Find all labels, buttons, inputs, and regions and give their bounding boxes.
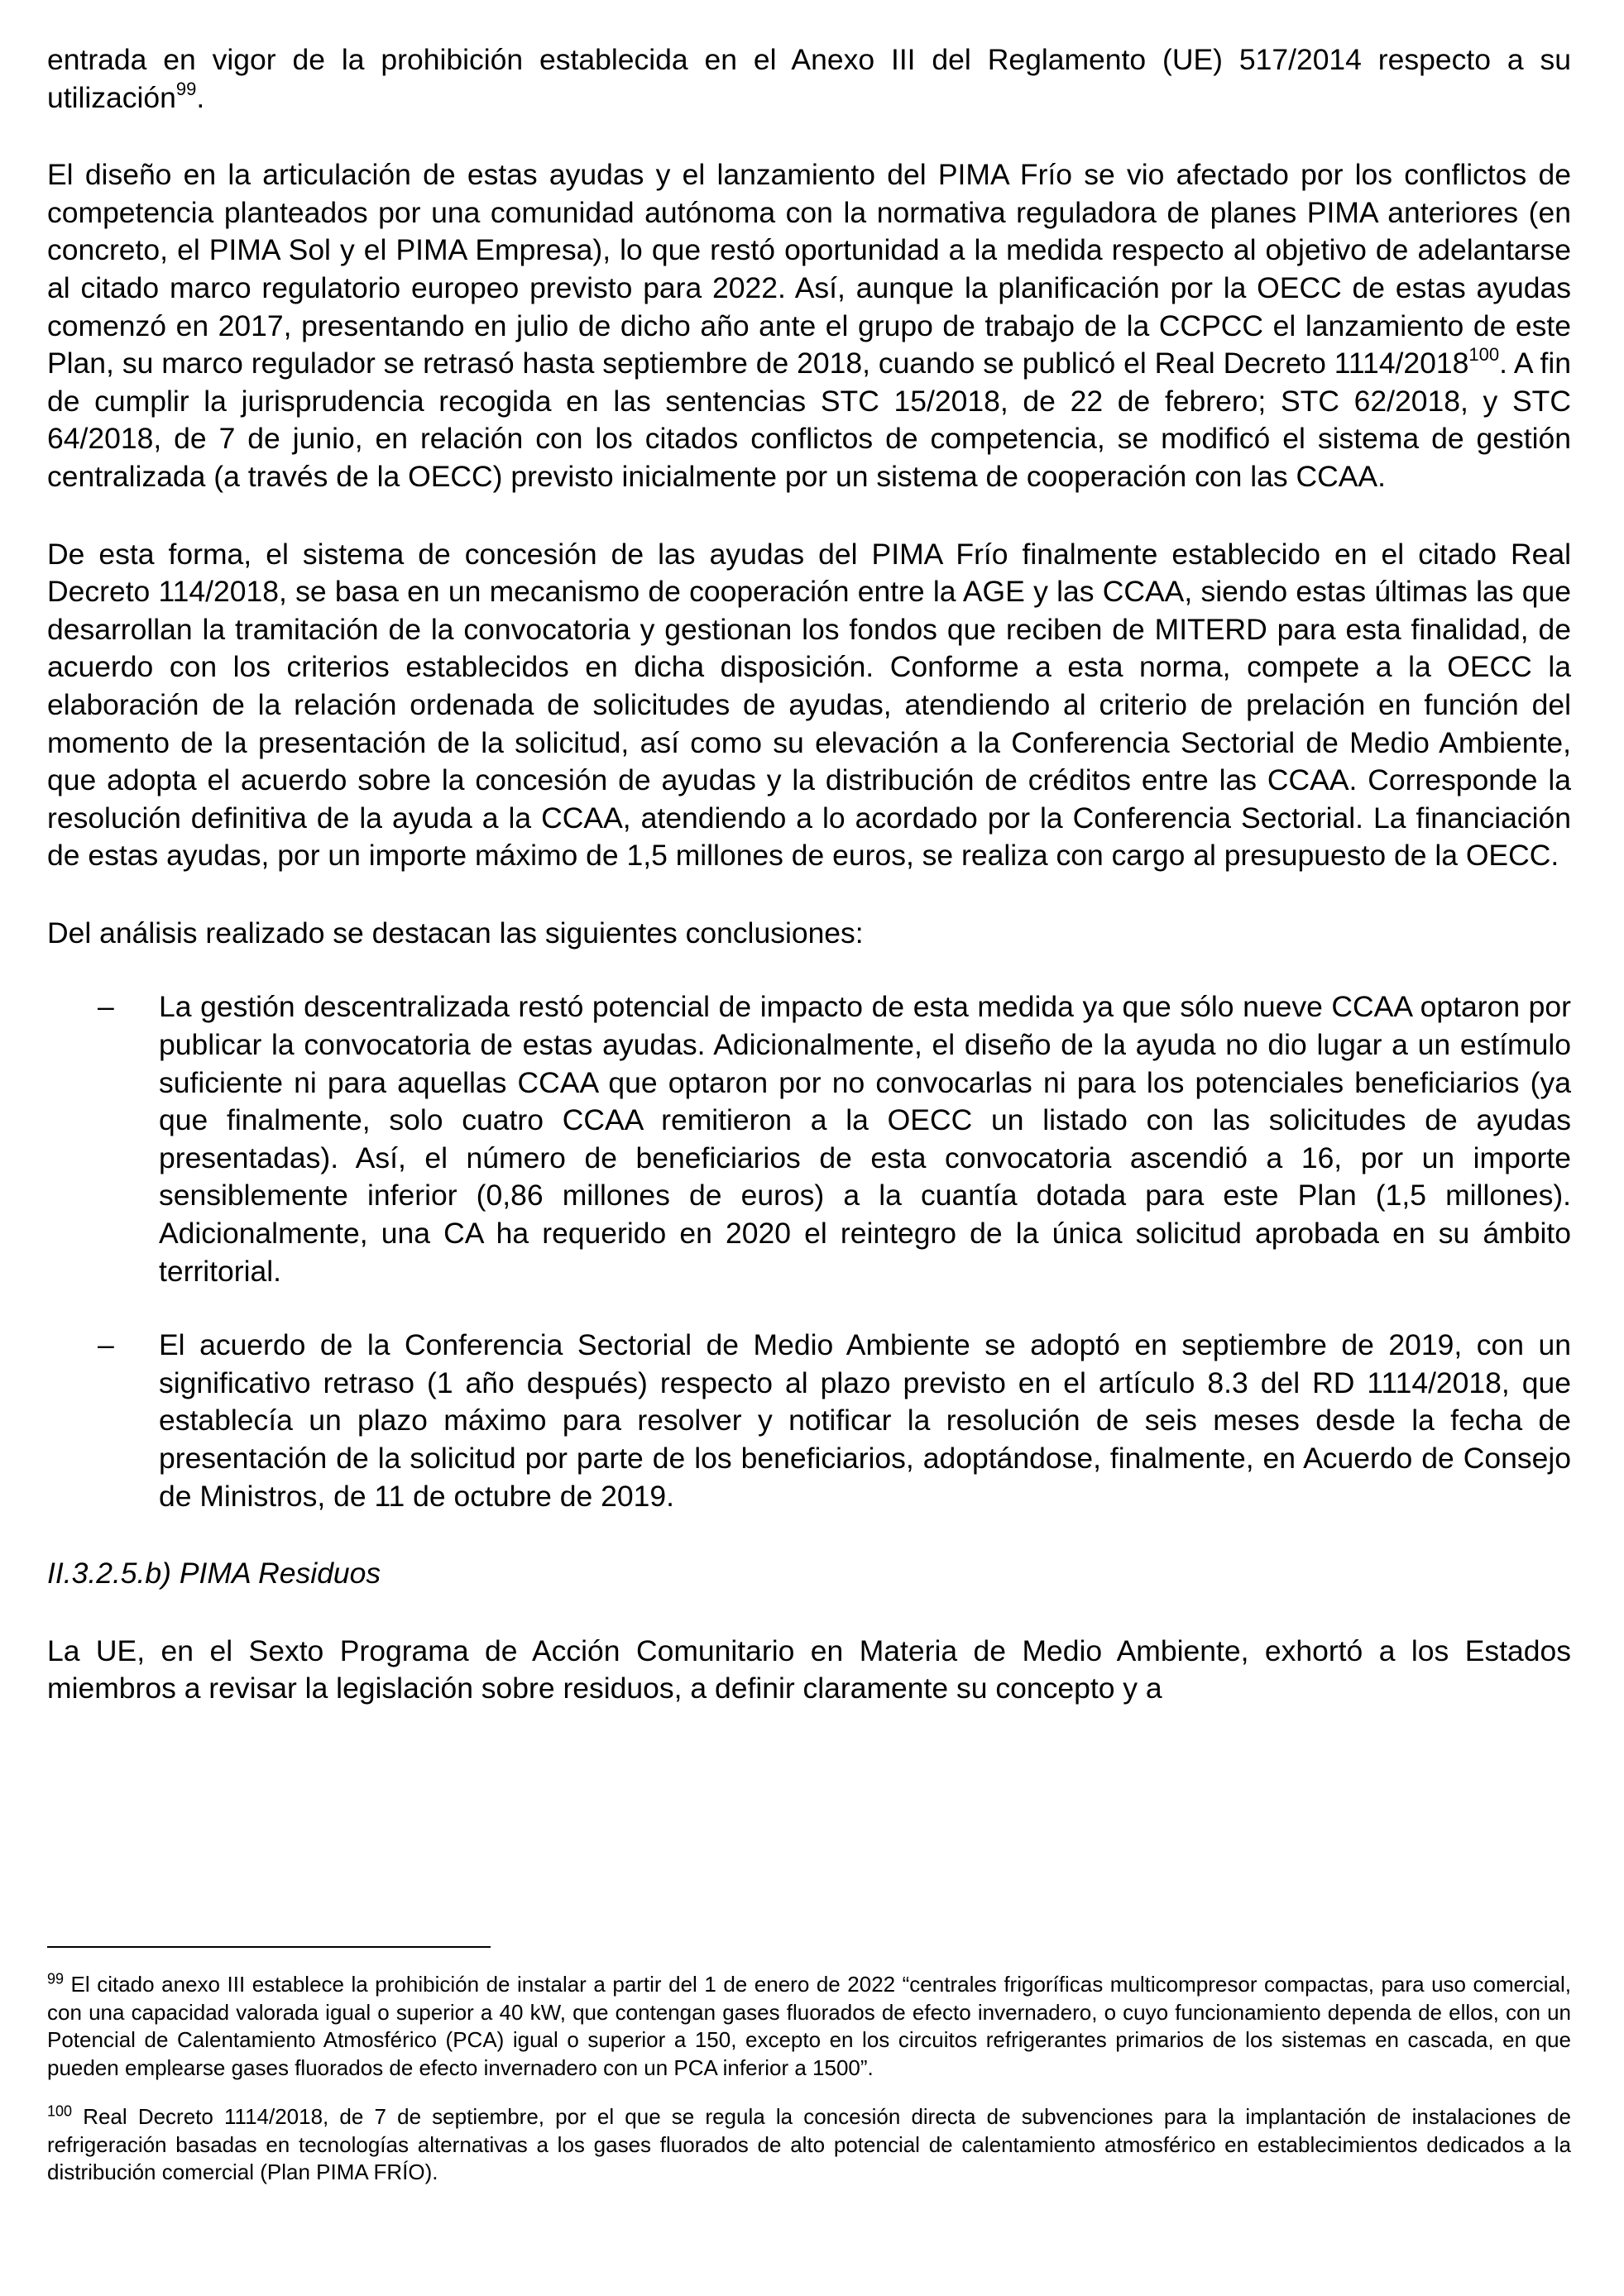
footnote-ref-99[interactable]: 99 xyxy=(175,78,197,99)
footnote-separator xyxy=(47,1946,491,1948)
footnote-number: 99 xyxy=(47,1970,65,1987)
paragraph-3: De esta forma, el sistema de concesión de las ayudas del PIMA Frío finalmente establecido en el citado Real Decreto 114/2018, se basa en un mecanismo de cooperación entre la AGE y las CCAA, siendo estas últimas las que desarrollan la tramitación de la convocatoria y gestionan los fondos que reciben de MITERD para esta finalidad, de acuerdo con los criterios establecidos en dicha disposición. Conforme a esta norma, compete a la OECC la elaboración de la relación ordenada de solicitudes de ayudas, atendiendo al criterio de prelación en función del momento de la presentación de la solicitud, así como su elevación a la Conferencia Sectorial de Medio Ambiente, que adopta el acuerdo sobre la concesión de ayudas y la distribución de créditos entre las CCAA. Corresponde la resolución definitiva de la ayuda a la CCAA, atendiendo a lo acordado por la Conferencia Sectorial. La financiación de estas ayudas, por un importe máximo de 1,5 millones de euros, se realiza con cargo al presupuesto de la OECC. xyxy=(47,537,1571,873)
bullet-text-2: El acuerdo de la Conferencia Sectorial de Medio Ambiente se adoptó en septiembre de 2019, con un significativo retraso (1 año después) respecto al plazo previsto en el artículo 8.3 del RD 1114/2018, que establecía un plazo máximo para resolver y notificar la resolución de seis meses desde la fecha de presentación de la solicitud por parte de los beneficiarios, adoptándose, finalmente, en Acuerdo de Consejo de Ministros, de 11 de octubre de 2019. xyxy=(159,1328,1571,1513)
footnotes xyxy=(47,1971,1571,2187)
paragraph-2: El diseño en la articulación de estas ayudas y el lanzamiento del PIMA Frío se vio afectado por los conflictos de competencia planteados por una comunidad autónoma con la normativa reguladora de planes PIMA anteriores (en concreto, el PIMA Sol y el PIMA Empresa), lo que restó oportunidad a la medida respecto al objetivo de adelantarse al citado marco regulatorio europeo previsto para 2022. Así, aunque la planificación por la OECC de estas ayudas comenzó en 2017, presentando en julio de dicho año ante el grupo de trabajo de la CCPCC el lanzamiento de este Plan, su marco regulador se retrasó hasta septiembre de 2018, cuando se publicó el Real Decreto 1114/2018$^{100}$. A fin de cumplir la jurisprudencia recogida en las sentencias STC 15/2018, de 22 de febrero; STC 62/2018, y STC 64/2018, de 7 de junio, en relación con los citados conflictos de competencia, se modificó el sistema de gestión centralizada (a través de la OECC) previsto inicialmente por un sistema de cooperación con las CCAA. xyxy=(47,158,1572,493)
bullet-dash: – xyxy=(98,990,114,1024)
paragraph-5: La UE, en el Sexto Programa de Acción Comunitario en Materia de Medio Ambiente, exhortó a los Estados miembros a revisar la legislación sobre residuos, a definir claramente su concepto y a xyxy=(47,1634,1571,1705)
footnote-99: $^{99}$ El citado anexo III establece la prohibición de instalar a partir del 1 de enero de 2022 “centrales frigoríficas multicompresor compactas, para uso comercial, con una capacidad valorada igual o superior a 40 kW, que contengan gases fluorados de efecto invernadero, o cuyo funcionamiento dependa de ellos, con un Potencial de Calentamiento Atmosférico (PCA) igual o superior a 150, excepto en los circuitos refrigerantes primarios de los sistemas en cascada, en que pueden emplearse gases fluorados de efecto invernadero con un PCA inferior a 1500”. xyxy=(47,1970,1571,2080)
paragraph-4: Del análisis realizado se destacan las siguientes conclusiones: xyxy=(47,916,864,949)
footnote-100: $^{100}$ Real Decreto 1114/2018, de 7 de septiembre, por el que se regula la concesión directa de subvenciones para la implantación de instalaciones de refrigeración basadas en tecnologías alternativas a los gases fluorados de alto potencial de calentamiento atmosférico en establecimientos dedicados a la distribución comercial (Plan PIMA FRÍO). xyxy=(47,2102,1571,2184)
document-body xyxy=(47,41,1571,1708)
footnote-ref-100[interactable]: 100 xyxy=(1468,344,1500,366)
bullet-dash: – xyxy=(98,1328,114,1362)
section-heading: II.3.2.5.b) PIMA Residuos xyxy=(47,1557,381,1590)
paragraph-1: entrada en vigor de la prohibición establecida en el Anexo III del Reglamento (UE) 517/2014 respecto a su utilización$^{99}$. xyxy=(47,43,1571,114)
footnote-number: 100 xyxy=(47,2102,73,2120)
bullet-text-1: La gestión descentralizada restó potencial de impacto de esta medida ya que sólo nueve CCAA optaron por publicar la convocatoria de estas ayudas. Adicionalmente, el diseño de la ayuda no dio lugar a un estímulo suficiente ni para aquellas CCAA que optaron por no convocarlas ni para los potenciales beneficiarios (ya que finalmente, solo cuatro CCAA remitieron a la OECC un listado con las solicitudes de ayudas presentadas). Así, el número de beneficiarios de esta convocatoria ascendió a 16, por un importe sensiblemente inferior (0,86 millones de euros) a la cuantía dotada para este Plan (1,5 millones). Adicionalmente, una CA ha requerido en 2020 el reintegro de la única solicitud aprobada en su ámbito territorial. xyxy=(159,990,1571,1288)
bullet-item-2 xyxy=(47,1327,1571,1515)
bullet-item-1 xyxy=(47,988,1571,1290)
